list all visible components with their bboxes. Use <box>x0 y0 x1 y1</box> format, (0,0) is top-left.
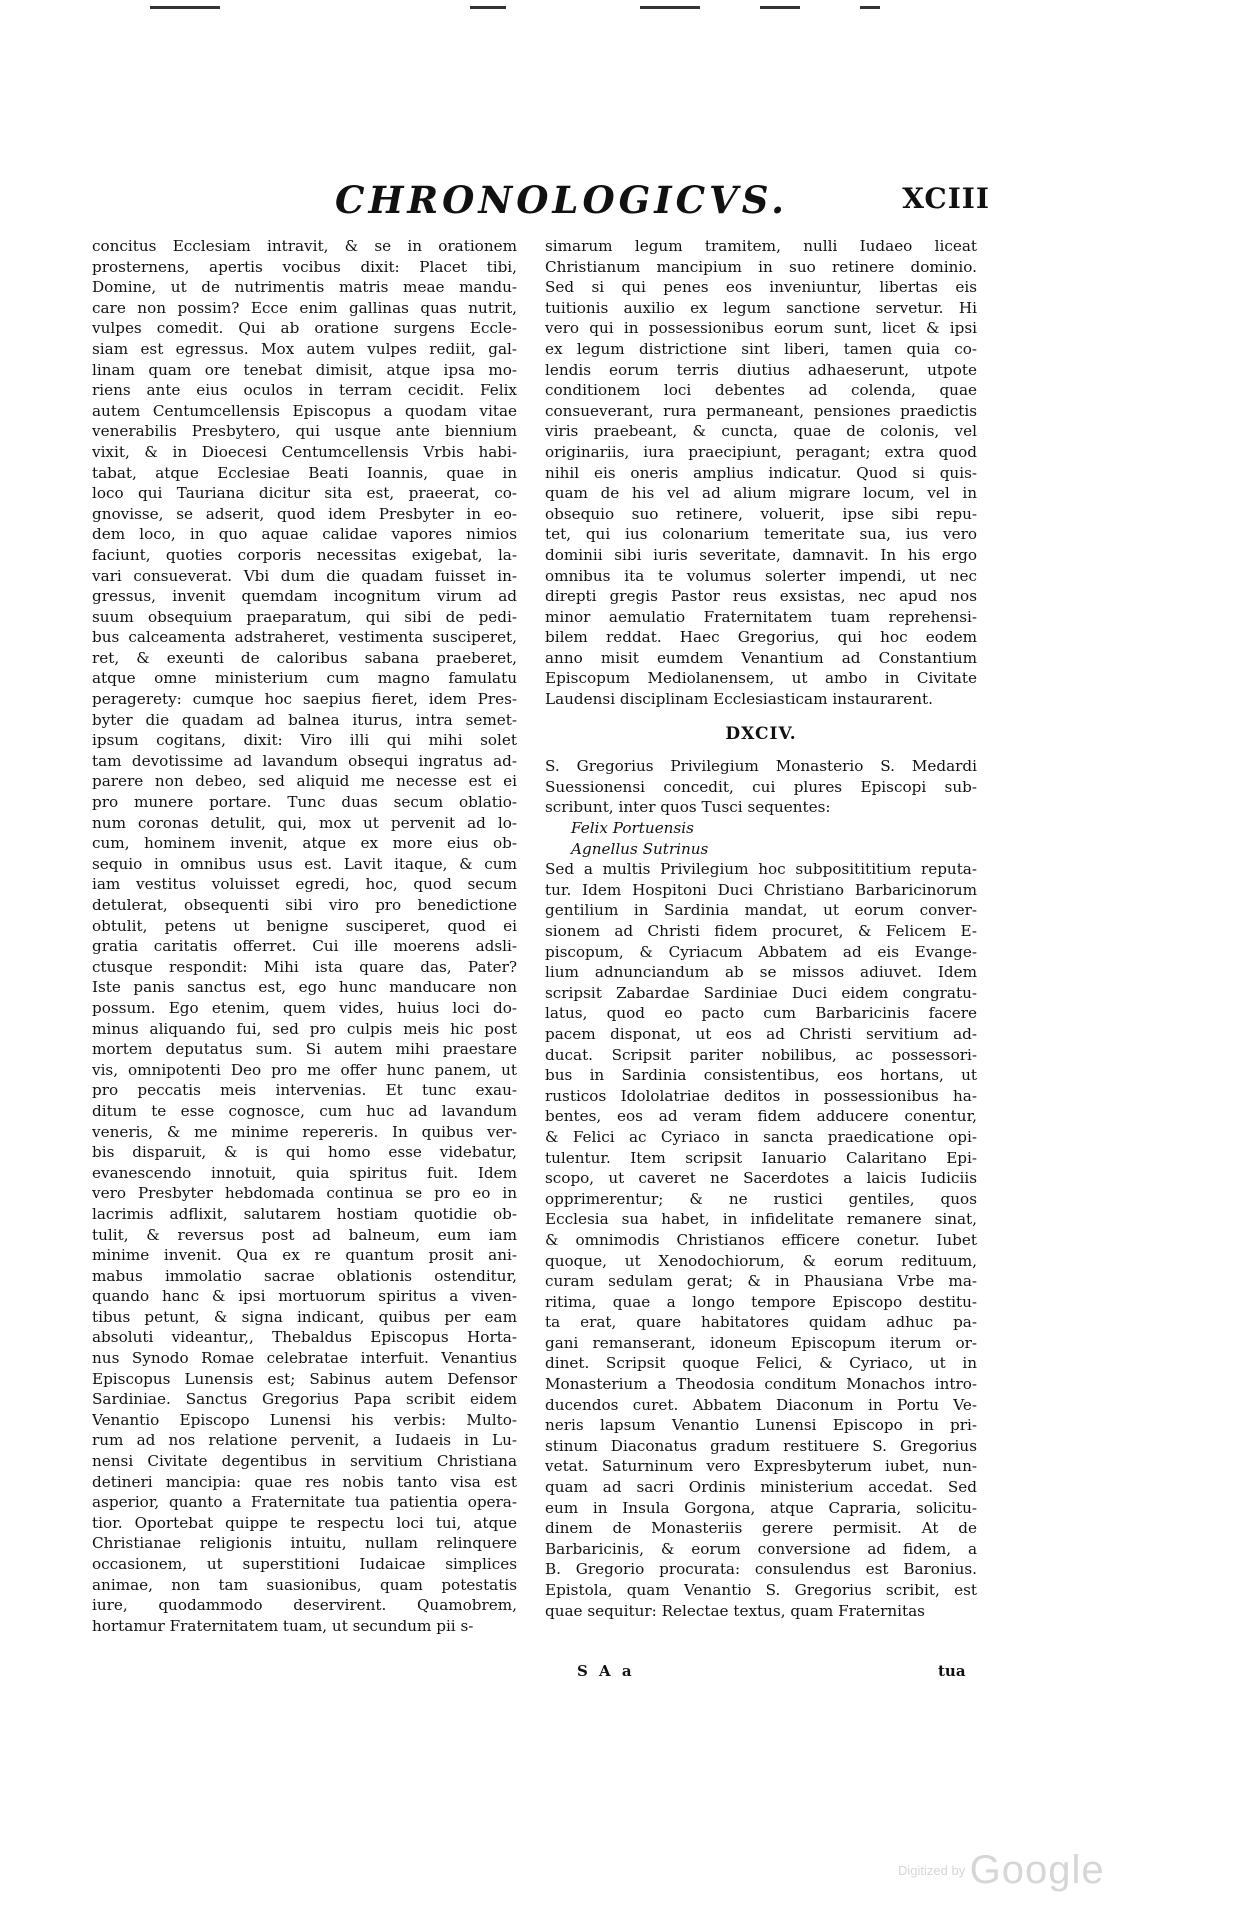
text-line: tabat, atque Ecclesiae Beati Ioannis, quae in <box>92 463 517 482</box>
text-line: pacem disponat, ut eos ad Christi servitium ad- <box>545 1024 977 1043</box>
page-header <box>80 178 990 228</box>
text-line: ex legum districtione sint liberi, tamen quia co- <box>545 339 977 358</box>
text-line: bus calceamenta adstraheret, vestimenta susciperet, <box>92 628 517 647</box>
right-column <box>545 236 977 1621</box>
text-line: evanescendo innotuit, quia spiritus fuit. Idem <box>92 1163 517 1182</box>
text-line: ta erat, quare habitatores quidam adhuc pa- <box>545 1313 977 1332</box>
text-line: byter die quadam ad balnea iturus, intra semet- <box>92 710 517 729</box>
text-line: quam ad sacri Ordinis ministerium accedat. Sed <box>545 1478 977 1497</box>
right-column-text-top <box>545 236 977 710</box>
text-line: mortem deputatus sum. Si autem mihi praestare <box>92 1040 517 1059</box>
text-line: & omnimodis Christianos efficere conetur. Iubet <box>545 1230 977 1249</box>
text-line: mabus immolatio sacrae oblationis ostenditur, <box>92 1266 517 1285</box>
text-line: siam est egressus. Mox autem vulpes rediit, gal- <box>92 339 517 358</box>
text-line: gentilium in Sardinia mandat, ut eorum conver- <box>545 901 977 920</box>
text-line: num coronas detulit, qui, mox ut pervenit ad lo- <box>92 813 517 832</box>
text-line: consueverant, rura permaneant, pensiones praedictis <box>545 401 977 420</box>
text-line: bus in Sardinia consistentibus, eos hortans, ut <box>545 1066 977 1085</box>
text-line: linam quam ore tenebat dimisit, atque ipsa mo- <box>92 360 517 379</box>
text-line: vari consueverat. Vbi dum die quadam fuisset in- <box>92 566 517 585</box>
text-line: nensi Civitate degentibus in servitium Christiana <box>92 1452 517 1471</box>
text-line: vero Presbyter hebdomada continua se pro eo in <box>92 1184 517 1203</box>
scan-edge-marks <box>0 0 1252 14</box>
text-line: atque omne ministerium cum magno famulatu <box>92 669 517 688</box>
text-line: gressus, invenit quemdam incognitum virum ad <box>92 587 517 606</box>
text-line: Christianum mancipium in suo retinere dominio. <box>545 257 977 276</box>
text-line: autem Centumcellensis Episcopus a quodam vitae <box>92 401 517 420</box>
section-heading: DXCIV. <box>725 723 797 744</box>
text-line: gnovisse, se adserit, quod idem Presbyter in eo- <box>92 504 517 523</box>
text-line: Laudensi disciplinam Ecclesiasticam instaurarent. <box>545 690 933 709</box>
text-line: tulit, & reversus post ad balneum, eum iam <box>92 1225 517 1244</box>
text-line: curam sedulam gerat; & in Phausiana Vrbe ma- <box>545 1272 977 1291</box>
text-line: concitus Ecclesiam intravit, & se in orationem <box>92 237 517 255</box>
text-line: detulerat, obsequenti sibi viro pro benedictione <box>92 896 517 914</box>
text-line: ret, & exeunti de caloribus sabana praeberet, <box>92 648 517 667</box>
text-line: possum. Ego etenim, quem vides, huius loci do- <box>92 998 517 1017</box>
text-line: bis disparuit, & is qui homo esse videbatur, <box>92 1143 517 1162</box>
google-logo: Google <box>969 1848 1105 1892</box>
text-line: quoque, ut Xenodochiorum, & eorum redituum, <box>545 1251 977 1270</box>
text-line: Sardiniae. Sanctus Gregorius Papa scribit eidem <box>92 1390 517 1409</box>
text-line: Episcopum Mediolanensem, ut ambo in Civitate <box>545 669 977 688</box>
text-line: tur. Idem Hospitoni Duci Christiano Barbaricinorum <box>545 880 977 899</box>
text-line: lendis eorum terris diutius adhaeserunt, utpote <box>545 360 977 379</box>
text-line: Episcopus Lunensis est; Sabinus autem Defensor <box>92 1369 517 1388</box>
text-line: stinum Diaconatus gradum restituere S. Gregorius <box>545 1436 977 1455</box>
text-line: detineri mancipia: quae res nobis tanto visa est <box>92 1472 517 1491</box>
text-line: dinem de Monasteriis gerere permisit. At de <box>545 1519 977 1538</box>
text-line: pro peccatis meis intervenias. Et tunc exau- <box>92 1081 517 1100</box>
text-line: tet, qui ius colonarium temeritate sua, ius vero <box>545 525 977 544</box>
text-line: quam de his vel ad alium migrare locum, vel in <box>545 484 977 503</box>
text-line: rum ad nos relatione pervenit, a Iudaeis in Lu- <box>92 1431 517 1450</box>
text-line: parere non debeo, sed aliquid me necesse est ei <box>92 772 517 791</box>
text-line: minus aliquando fui, sed pro culpis meis hic post <box>92 1019 517 1038</box>
text-line: animae, non tam suasionibus, quam potestatis <box>92 1575 517 1594</box>
text-line: latus, quod eo pacto cum Barbaricinis facere <box>545 1004 977 1023</box>
printer-signature: S A a <box>577 1662 635 1680</box>
text-line: faciunt, quoties corporis necessitas exigebat, la- <box>92 545 517 564</box>
text-line: asperior, quanto a Fraternitate tua patientia opera- <box>92 1493 517 1512</box>
text-line: opprimerentur; & ne rustici gentiles, quos <box>545 1189 977 1208</box>
text-line: pro munere portare. Tunc duas secum oblatio- <box>92 793 517 812</box>
text-line: S. Gregorius Privilegium Monasterio S. Medardi <box>545 757 977 776</box>
text-line: gratia caritatis offerret. Cui ille moerens adsli- <box>92 937 517 956</box>
text-line: quando hanc & ipsi mortuorum spiritus a viven- <box>92 1287 517 1306</box>
text-line: dinet. Scripsit quoque Felici, & Cyriaco, ut in <box>545 1354 977 1373</box>
section-summary <box>545 756 977 818</box>
text-line: vetat. Saturninum vero Expresbyterum iubet, nun- <box>545 1457 977 1476</box>
text-line: piscopum, & Cyriacum Abbatem ad eis Evange- <box>545 942 977 961</box>
text-line: minime invenit. Qua ex re quantum prosit ani- <box>92 1246 517 1265</box>
text-line: lacrimis adflixit, salutarem hostiam quotidie ob- <box>92 1204 517 1223</box>
text-line: tuitionis auxilio ex legum sanctione servetur. Hi <box>545 298 977 317</box>
text-line: anno misit eumdem Venantium ad Constantium <box>545 648 977 667</box>
page-number: XCIII <box>902 182 990 215</box>
text-line: Sed a multis Privilegium hoc subpositititium reputa- <box>545 860 977 879</box>
text-line: Agnellus Sutrinus <box>571 839 709 858</box>
watermark-prefix: Digitized by <box>898 1863 966 1878</box>
text-line: ipsum cogitans, dixit: Viro illi qui mihi solet <box>92 731 517 750</box>
text-line: direpti gregis Pastor reus exsistas, nec apud nos <box>545 587 977 606</box>
text-line: hortamur Fraternitatem tuam, ut secundum pii s- <box>92 1616 474 1635</box>
text-line: gani remanserant, idoneum Episcopum iterum or- <box>545 1333 977 1352</box>
text-line: conditionem loci debentes ad colenda, quae <box>545 381 977 400</box>
text-line: ducat. Scripsit pariter nobilibus, ac possessori- <box>545 1045 977 1064</box>
text-line: dem loco, in quo aquae calidae vapores nimios <box>92 525 517 544</box>
text-line: Sed si qui penes eos inveniuntur, libertas eis <box>545 278 977 297</box>
text-line: riens ante eius oculos in terram cecidit. Felix <box>92 381 517 400</box>
text-line: sionem ad Christi fidem procuret, & Felicem E- <box>545 922 977 940</box>
text-line: Felix Portuensis <box>571 819 694 838</box>
text-line: suum obsequium praeparatum, qui sibi de pedi- <box>92 607 517 626</box>
digitized-by-watermark <box>898 1848 1105 1893</box>
text-line: rusticos Idololatriae deditos in possessionibus ha- <box>545 1086 977 1105</box>
text-line: B. Gregorio procurata: consulendus est Baronius. <box>545 1560 977 1579</box>
text-line: Iste panis sanctus est, ego hunc manducare non <box>92 978 517 997</box>
text-line: lium adnunciandum ab se missos adiuvet. Idem <box>545 963 977 982</box>
text-line: iure, quodammodo deservirent. Quamobrem, <box>92 1596 517 1615</box>
left-column <box>92 236 517 1636</box>
text-line: iam vestitus voluisset egredi, hoc, quod secum <box>92 875 517 894</box>
text-line: veneris, & me minime repereris. In quibus ver- <box>92 1122 517 1141</box>
text-line: scripsit Zabardae Sardiniae Duci eidem congratu- <box>545 983 977 1002</box>
text-line: originariis, iura praecipiunt, peragant; extra quod <box>545 442 977 461</box>
text-line: dominii sibi iuris severitate, damnavit. In his ergo <box>545 545 977 564</box>
text-line: minor aemulatio Fraternitatem tuam reprehensi- <box>545 607 977 626</box>
text-line: peragerety: cumque hoc saepius fieret, idem Pres- <box>92 690 517 709</box>
text-line: quae sequitur: Relectae textus, quam Fraternitas <box>545 1601 925 1620</box>
text-line: vixit, & in Dioecesi Centumcellensis Vrbis habi- <box>92 442 517 461</box>
text-line: neris lapsum Venantio Lunensi Episcopo in pri- <box>545 1416 977 1435</box>
running-title: CHRONOLOGICVS. <box>335 178 789 222</box>
text-line: ditum te esse cognosce, cum huc ad lavandum <box>92 1101 517 1120</box>
text-line: nus Synodo Romae celebratae interfuit. Venantius <box>92 1349 517 1368</box>
text-line: Monasterium a Theodosia conditum Monachos intro- <box>545 1375 977 1394</box>
text-line: Barbaricinis, & eorum conversione ad fidem, a <box>545 1539 977 1558</box>
text-line: Venantio Episcopo Lunensi his verbis: Multo- <box>92 1410 517 1429</box>
text-line: tam devotissime ad lavandum obsequi ingratus ad- <box>92 751 517 770</box>
text-line: bentes, eos ad veram fidem adducere conentur, <box>545 1107 977 1126</box>
text-line: tulentur. Item scripsit Ianuario Calaritano Epi- <box>545 1148 977 1167</box>
right-column-text-bottom <box>545 859 977 1621</box>
text-line: ctusque respondit: Mihi ista quare das, Pater? <box>92 957 517 976</box>
text-line: prosternens, apertis vocibus dixit: Placet tibi, <box>92 257 517 276</box>
text-line: viris praebeant, & cuncta, quae de colonis, vel <box>545 422 977 441</box>
text-line: care non possim? Ecce enim gallinas quas nutrit, <box>92 298 517 317</box>
text-line: tior. Oportebat quippe te respectu loci tui, atque <box>92 1513 517 1532</box>
text-line: obtulit, petens ut benigne susciperet, quod ei <box>92 916 517 935</box>
text-line: absoluti videantur,, Thebaldus Episcopus Horta- <box>92 1328 517 1347</box>
text-line: Ecclesia sua habet, in infidelitate remanere sinat, <box>545 1210 977 1229</box>
text-line: obsequio suo retinere, voluerit, ipse sibi repu- <box>545 504 977 523</box>
text-line: vero qui in possessionibus eorum sunt, licet & ipsi <box>545 319 977 338</box>
catchword: tua <box>938 1662 966 1680</box>
text-line: sequio in omnibus usus est. Lavit itaque, & cum <box>92 854 517 873</box>
text-line: nihil eis oneris amplius indicatur. Quod si quis- <box>545 463 977 482</box>
text-line: & Felici ac Cyriaco in sancta praedicatione opi- <box>545 1127 977 1146</box>
text-line: occasionem, ut superstitioni Iudaicae simplices <box>92 1555 517 1573</box>
text-line: vulpes comedit. Qui ab oratione surgens Eccle- <box>92 319 517 338</box>
text-line: simarum legum tramitem, nulli Iudaeo liceat <box>545 237 977 255</box>
text-line: scribunt, inter quos Tusci sequentes: <box>545 798 831 817</box>
text-line: Epistola, quam Venantio S. Gregorius scribit, est <box>545 1581 977 1599</box>
text-line: Domine, ut de nutrimentis matris meae mandu- <box>92 278 517 297</box>
left-column-text <box>92 236 517 1636</box>
text-line: Christianae religionis intuitu, nullam relinquere <box>92 1534 517 1553</box>
text-line: omnibus ita te volumus solerter impendi, ut nec <box>545 566 977 585</box>
text-line: tibus petunt, & signa indicant, quibus per eam <box>92 1307 517 1326</box>
text-line: ritima, quae a longo tempore Episcopo destitu- <box>545 1292 977 1311</box>
text-line: scopo, ut caveret ne Sacerdotes a laicis Iudiciis <box>545 1169 977 1188</box>
text-line: ducendos curet. Abbatem Diaconum in Portu Ve- <box>545 1395 977 1414</box>
text-line: vis, omnipotenti Deo pro me offer hunc panem, ut <box>92 1060 517 1079</box>
subscriber-list <box>545 818 977 859</box>
text-line: loco qui Tauriana dicitur sita est, praeerat, co- <box>92 484 517 503</box>
text-line: cum, hominem invenit, atque ex more eius ob- <box>92 834 517 853</box>
text-line: venerabilis Presbytero, qui usque ante biennium <box>92 422 517 441</box>
text-line: bilem reddat. Haec Gregorius, qui hoc eodem <box>545 628 977 647</box>
text-line: eum in Insula Gorgona, atque Capraria, solicitu- <box>545 1498 977 1517</box>
text-line: Suessionensi concedit, cui plures Episcopi sub- <box>545 777 977 796</box>
